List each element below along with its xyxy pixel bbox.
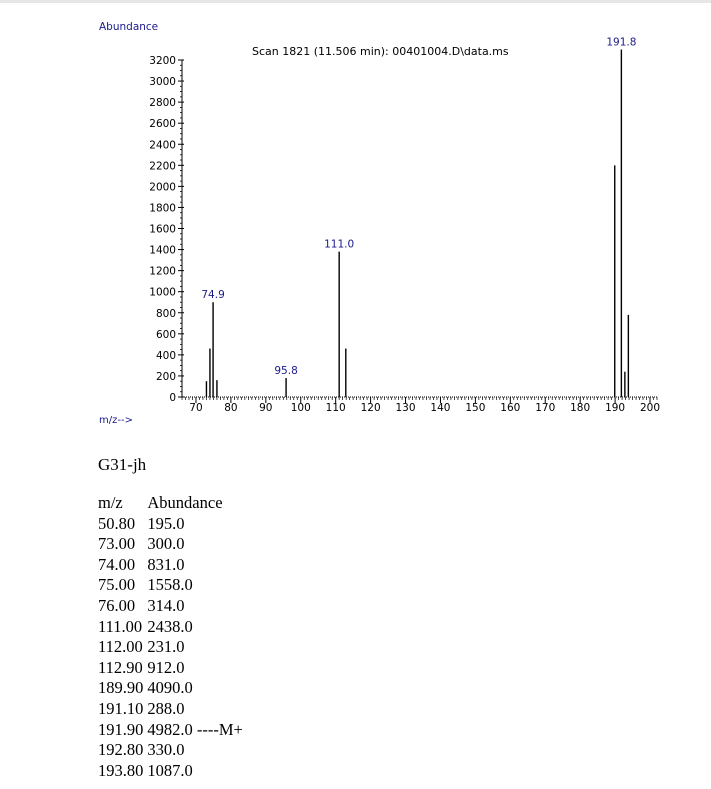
peak-mz-cell: 75.00 xyxy=(98,575,136,595)
peak-abundance-value: 2438.0 xyxy=(147,616,193,636)
peak-abundance-value: 195.0 xyxy=(147,513,185,533)
y-tick-label: 2200 xyxy=(149,160,176,173)
peak-abundance-value: 314.0 xyxy=(147,595,185,615)
y-tick-label: 1000 xyxy=(149,286,176,299)
table-row xyxy=(96,740,243,761)
x-tick-label: 130 xyxy=(395,402,416,414)
y-tick-label: 600 xyxy=(155,328,176,341)
chart-title: Scan 1821 (11.506 min): 00401004.D\data.ms xyxy=(252,45,509,58)
peak-abundance-cell xyxy=(145,699,242,720)
table-row xyxy=(96,575,243,596)
peak-abundance-cell xyxy=(145,740,242,761)
peak-table xyxy=(96,493,243,781)
y-tick-label: 3000 xyxy=(149,76,176,89)
y-tick-label: 2800 xyxy=(149,97,176,110)
peak-label: 111.0 xyxy=(324,238,355,251)
peak-mz-cell: 112.90 xyxy=(98,657,143,677)
peak-abundance-value: 1558.0 xyxy=(147,575,193,595)
y-tick-label: 1200 xyxy=(149,265,176,278)
peak-abundance-cell xyxy=(145,637,242,658)
y-tick-label: 2000 xyxy=(149,181,176,194)
y-tick-label: 3200 xyxy=(149,55,176,67)
y-tick-label: 800 xyxy=(155,307,176,320)
table-row xyxy=(96,534,243,555)
table-row xyxy=(96,761,243,782)
y-tick-label: 0 xyxy=(169,392,176,404)
x-tick-label: 170 xyxy=(535,402,556,414)
table-row xyxy=(96,514,243,535)
peak-abundance-cell xyxy=(145,514,242,535)
x-tick-label: 120 xyxy=(360,402,381,414)
peak-mz-cell: 76.00 xyxy=(98,595,136,615)
peak-abundance-cell xyxy=(145,678,242,699)
table-row xyxy=(96,658,243,679)
peak-table-header-abundance: Abundance xyxy=(147,493,223,512)
peak-abundance-value: 912.0 xyxy=(147,657,185,677)
peak-abundance-cell xyxy=(145,596,242,617)
y-axis-label: Abundance xyxy=(99,21,159,33)
sample-name: G31-jh xyxy=(98,455,147,474)
table-row xyxy=(96,678,243,699)
molecular-ion-marker: ----M+ xyxy=(196,719,243,739)
x-tick-label: 110 xyxy=(325,402,346,414)
peak-mz-cell: 191.10 xyxy=(98,698,144,718)
table-row xyxy=(96,699,243,720)
y-tick-label: 400 xyxy=(155,349,176,362)
peak-abundance-cell xyxy=(145,761,242,782)
table-row xyxy=(96,617,243,638)
y-tick-label: 1600 xyxy=(149,223,176,236)
x-axis-label: m/z--> xyxy=(99,415,133,426)
y-tick-label: 1400 xyxy=(149,244,176,257)
y-tick-label: 2600 xyxy=(149,118,176,131)
peak-mz-cell: 189.90 xyxy=(98,678,144,698)
table-row xyxy=(96,720,243,741)
x-tick-label: 200 xyxy=(639,402,661,414)
peak-mz-cell: 112.00 xyxy=(98,637,143,657)
peak-abundance-value: 288.0 xyxy=(147,698,185,718)
peak-table-header-mz: m/z xyxy=(98,493,123,512)
peak-mz-cell: 191.90 xyxy=(98,719,144,739)
x-tick-label: 150 xyxy=(465,402,486,414)
peak-label: 74.9 xyxy=(201,289,225,302)
peak-abundance-cell xyxy=(145,720,242,741)
peak-abundance-value: 4982.0 xyxy=(147,719,193,739)
peak-abundance-cell xyxy=(145,555,242,576)
peak-abundance-value: 330.0 xyxy=(147,740,185,760)
peak-mz-cell: 50.80 xyxy=(98,513,136,533)
table-row xyxy=(96,637,243,658)
peak-abundance-value: 4090.0 xyxy=(147,678,193,698)
peak-mz-cell: 193.80 xyxy=(98,760,144,780)
y-tick-label: 2400 xyxy=(149,139,176,152)
peak-mz-cell: 111.00 xyxy=(98,616,143,636)
peak-abundance-value: 1087.0 xyxy=(147,760,193,780)
peak-mz-cell: 74.00 xyxy=(98,554,136,574)
y-tick-label: 1800 xyxy=(149,202,176,215)
peak-label: 191.8 xyxy=(606,36,637,49)
peak-abundance-value: 831.0 xyxy=(147,554,185,574)
x-tick-label: 100 xyxy=(290,402,311,414)
peak-mz-cell: 73.00 xyxy=(98,534,136,554)
peak-abundance-value: 300.0 xyxy=(147,534,185,554)
peak-label: 95.8 xyxy=(274,365,298,378)
peak-abundance-cell xyxy=(145,534,242,555)
peak-abundance-cell xyxy=(145,658,242,679)
x-tick-label: 190 xyxy=(605,402,626,414)
y-tick-label: 200 xyxy=(155,370,176,383)
x-tick-label: 180 xyxy=(570,402,591,414)
x-tick-label: 90 xyxy=(259,402,273,414)
peak-mz-cell: 192.80 xyxy=(98,740,144,760)
peak-abundance-cell xyxy=(145,617,242,638)
x-tick-label: 80 xyxy=(224,402,238,414)
x-tick-label: 160 xyxy=(500,402,521,414)
table-row xyxy=(96,596,243,617)
peak-abundance-cell xyxy=(145,575,242,596)
peak-table-header-row xyxy=(96,493,243,514)
table-row xyxy=(96,555,243,576)
x-tick-label: 140 xyxy=(430,402,451,414)
peak-abundance-value: 231.0 xyxy=(147,637,185,657)
x-tick-label: 70 xyxy=(189,402,203,414)
